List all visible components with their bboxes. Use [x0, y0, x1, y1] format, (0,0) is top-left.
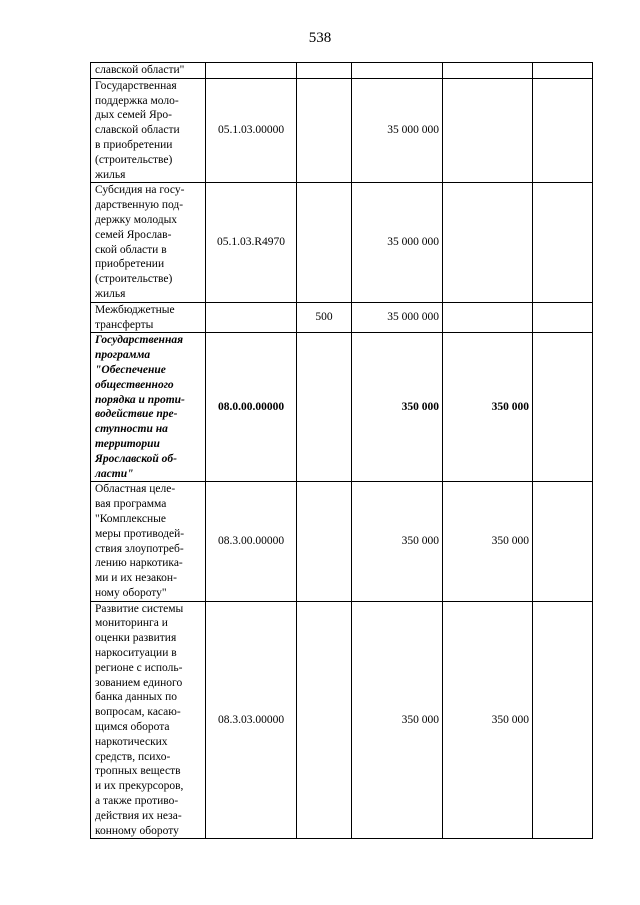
row-name-line: (строительстве) [95, 153, 173, 166]
table-row [91, 78, 593, 183]
row-name-line: (строительстве) [95, 273, 173, 286]
row-name-line: наркоситуации в [95, 647, 177, 660]
amount-1-cell: 35 000 000 [352, 183, 443, 302]
row-name-line: щимся оборота [95, 721, 170, 734]
row-name-line: ному обороту" [95, 586, 167, 599]
amount-3-cell [533, 601, 593, 839]
row-name-cell [91, 302, 206, 333]
row-name-line: ласти" [95, 467, 134, 480]
row-name-line: славской области [95, 124, 180, 137]
target-code-cell [206, 302, 297, 333]
row-name-line: приобретении [95, 258, 165, 271]
page-number: 538 [308, 30, 332, 46]
target-code-cell: 08.3.03.00000 [206, 601, 297, 839]
amount-3-cell [533, 63, 593, 79]
row-name-line: мониторинга и [95, 617, 168, 630]
row-name-line: средств, психо- [95, 750, 171, 763]
row-name-line: и их прекурсоров, [95, 780, 184, 793]
row-name-line: программа [95, 349, 151, 362]
row-name-line: "Обеспечение [95, 363, 166, 376]
amount-3-cell [533, 482, 593, 601]
row-name-line: территории [95, 437, 160, 450]
row-name-line: Развитие системы [95, 602, 184, 615]
row-name-line: порядка и проти- [95, 393, 185, 406]
amount-3-cell [533, 78, 593, 183]
amount-3-cell [533, 302, 593, 333]
expense-type-cell [297, 183, 352, 302]
row-name-line: трансферты [95, 318, 154, 331]
amount-3-cell [533, 183, 593, 302]
table-row [91, 482, 593, 601]
amount-2-cell [443, 183, 533, 302]
row-name-cell [91, 601, 206, 839]
row-name-line: держку молодых [95, 213, 178, 226]
amount-1-cell: 35 000 000 [352, 302, 443, 333]
row-name-line: действия их неза- [95, 809, 182, 822]
row-name-line: вая программа [95, 498, 167, 511]
table-row [91, 333, 593, 482]
row-name-line: дых семей Яро- [95, 109, 172, 122]
row-name-cell [91, 63, 206, 79]
row-name-cell [91, 183, 206, 302]
row-name-line: Государственная [95, 334, 183, 347]
expense-type-cell [297, 482, 352, 601]
row-name-line: дарственную под- [95, 199, 184, 212]
expense-type-cell [297, 63, 352, 79]
amount-1-cell: 350 000 [352, 482, 443, 601]
target-code-cell: 05.1.03.00000 [206, 78, 297, 183]
row-name-line: жилья [95, 168, 126, 181]
row-name-line: ступности на [95, 423, 168, 436]
row-name-line: "Комплексные [95, 512, 166, 525]
row-name-line: меры противодей- [95, 527, 185, 540]
budget-table-body [91, 63, 593, 839]
row-name-line: конному обороту [95, 824, 179, 837]
row-name-line: водействие пре- [95, 408, 178, 421]
target-code-cell: 08.0.00.00000 [206, 333, 297, 482]
row-name-line: ской области в [95, 243, 167, 256]
amount-2-cell: 350 000 [443, 333, 533, 482]
expense-type-cell [297, 601, 352, 839]
row-name-line: Государственная [95, 79, 177, 92]
row-name-line: общественного [95, 378, 174, 391]
row-name-line: в приобретении [95, 138, 173, 151]
row-name-cell [91, 482, 206, 601]
row-name-cell [91, 333, 206, 482]
row-name-line: регионе с исполь- [95, 661, 183, 674]
table-row [91, 302, 593, 333]
row-name-line: а также противо- [95, 795, 179, 808]
amount-2-cell [443, 302, 533, 333]
table-row [91, 183, 593, 302]
amount-1-cell [352, 63, 443, 79]
row-name-line: вопросам, касаю- [95, 706, 181, 719]
expense-type-cell [297, 78, 352, 183]
target-code-cell: 05.1.03.R4970 [206, 183, 297, 302]
row-name-line: семей Ярослав- [95, 228, 172, 241]
amount-2-cell: 350 000 [443, 601, 533, 839]
table-row [91, 63, 593, 79]
row-name-line: ствия злоупотреб- [95, 542, 184, 555]
row-name-line: Субсидия на госу- [95, 184, 185, 197]
amount-2-cell: 350 000 [443, 482, 533, 601]
amount-2-cell [443, 78, 533, 183]
row-name-line: Областная целе- [95, 483, 176, 496]
table-row [91, 601, 593, 839]
amount-1-cell: 350 000 [352, 333, 443, 482]
row-name-line: жилья [95, 287, 126, 300]
amount-2-cell [443, 63, 533, 79]
row-name-line: банка данных по [95, 691, 178, 704]
row-name-line: наркотических [95, 735, 168, 748]
row-name-line: поддержка моло- [95, 94, 179, 107]
amount-1-cell: 35 000 000 [352, 78, 443, 183]
row-name-line: Ярославской об- [95, 452, 177, 465]
row-name-cell [91, 78, 206, 183]
row-name-line: оценки развития [95, 632, 177, 645]
row-name-line: зованием единого [95, 676, 183, 689]
target-code-cell [206, 63, 297, 79]
row-name-line: Межбюджетные [95, 303, 175, 316]
row-name-line: лению наркотика- [95, 557, 183, 570]
row-name-line: славской области" [95, 64, 185, 76]
expense-type-cell: 500 [297, 302, 352, 333]
row-name-line: тропных веществ [95, 765, 181, 778]
amount-3-cell [533, 333, 593, 482]
row-name-line: ми и их незакон- [95, 572, 177, 585]
budget-table [90, 62, 593, 839]
amount-1-cell: 350 000 [352, 601, 443, 839]
expense-type-cell [297, 333, 352, 482]
target-code-cell: 08.3.00.00000 [206, 482, 297, 601]
